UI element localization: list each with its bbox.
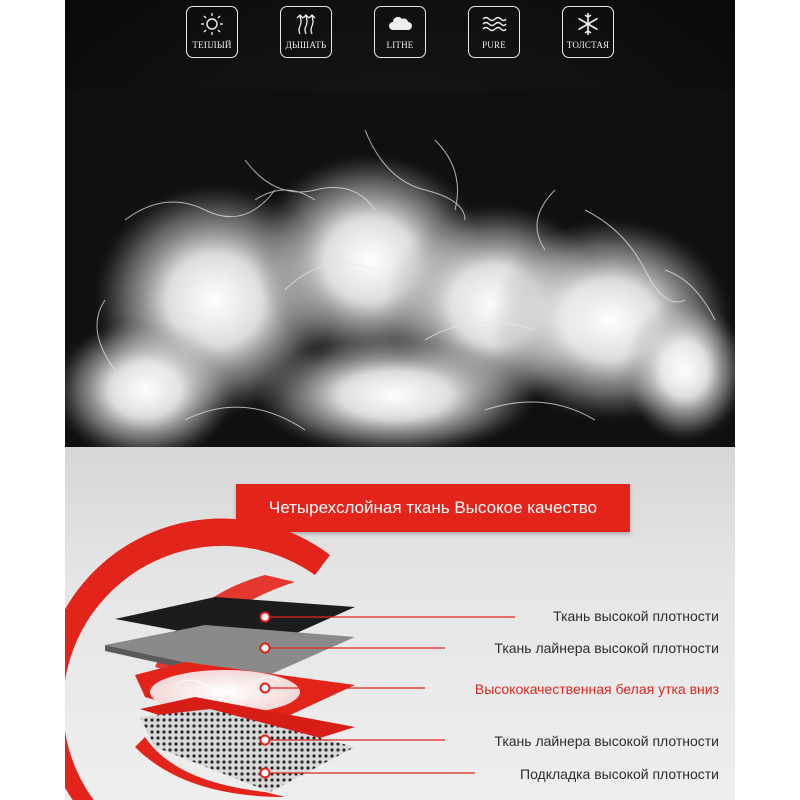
- layer-label-outer-fabric: Ткань высокой плотности: [553, 608, 719, 624]
- feature-icon-row: [65, 6, 735, 58]
- snowflake-icon: [575, 12, 601, 36]
- breathe-arrows-icon: [293, 12, 319, 36]
- layer-label-liner-bottom: Ткань лайнера высокой плотности: [494, 733, 719, 749]
- feature-breathe: [280, 6, 332, 58]
- feature-label: ТЕПЛЫЙ: [192, 40, 232, 50]
- feature-thick: [562, 6, 614, 58]
- feature-lithe: [374, 6, 426, 58]
- down-feathers-hero: [65, 0, 735, 447]
- feature-label: ТОЛСТАЯ: [566, 40, 610, 50]
- feature-pure: [468, 6, 520, 58]
- waves-icon: [481, 12, 507, 36]
- layer-label-duck-down: Высококачественная белая утка вниз: [474, 681, 719, 697]
- quality-banner: Четырехслойная ткань Высокое качество: [236, 484, 630, 532]
- feature-label: LITHE: [386, 40, 414, 50]
- layer-label-lining: Подкладка высокой плотности: [520, 766, 719, 782]
- feature-label: ДЫШАТЬ: [285, 40, 327, 50]
- feature-label: PURE: [482, 40, 506, 50]
- fabric-layers-section: [65, 447, 735, 800]
- down-feathers-image: [65, 90, 735, 447]
- feature-warm: [186, 6, 238, 58]
- layer-label-liner-top: Ткань лайнера высокой плотности: [494, 640, 719, 656]
- sun-icon: [199, 12, 225, 36]
- cloud-icon: [387, 12, 413, 36]
